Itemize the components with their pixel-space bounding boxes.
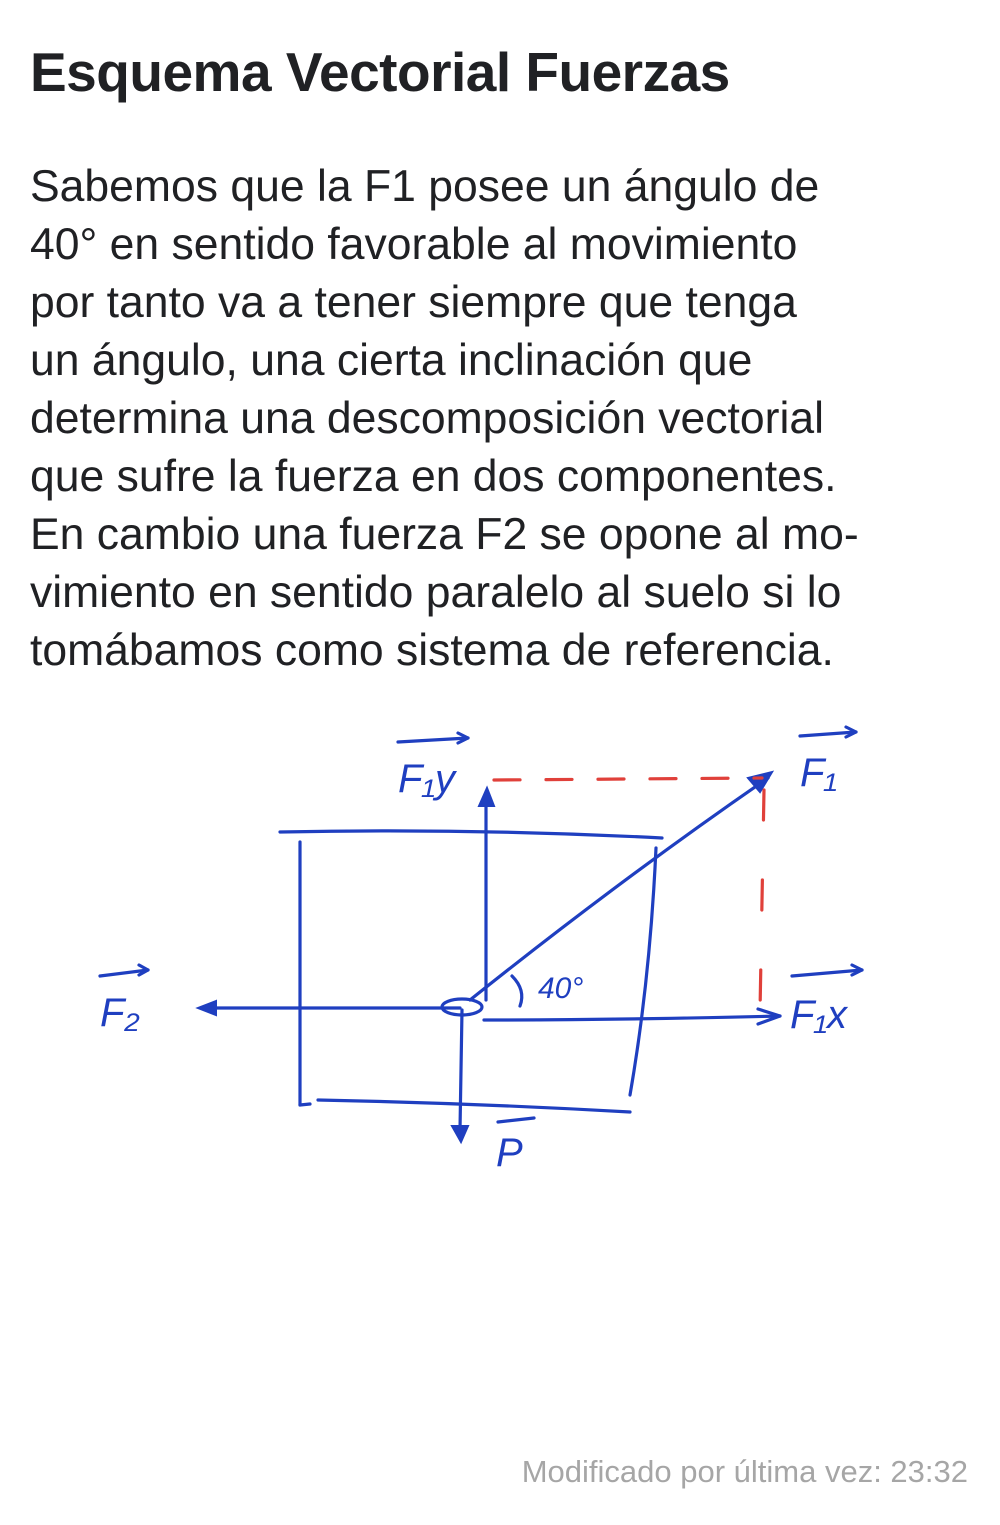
note-body-line: determina una descomposición vectorial (30, 394, 825, 443)
f1-label: F₁ (800, 751, 838, 795)
f1-vector (470, 772, 772, 1000)
f2-label-group (100, 965, 148, 1035)
f1x-label-group (790, 965, 862, 1037)
f1y-label: F₁y (398, 757, 456, 801)
note-body-line: un ángulo, una cierta inclinación que (30, 336, 753, 385)
force-diagram-sketch[interactable] (0, 700, 1000, 1220)
body-box (280, 831, 662, 1112)
note-body-line: tomábamos como sistema de referencia. (30, 626, 834, 675)
p-label-group (496, 1118, 534, 1175)
note-body-line: por tanto va a tener siempre que tenga (30, 278, 797, 327)
p-label: P (496, 1131, 523, 1175)
f2-label: F₂ (100, 991, 140, 1035)
projection-lines (494, 778, 764, 1012)
note-body-line: que sufre la fuerza en dos componentes. (30, 452, 837, 501)
note-body-line: vimiento en sentido paralelo al suelo si lo (30, 568, 842, 617)
f1x-label: F₁x (790, 993, 848, 1037)
angle-arc (512, 976, 522, 1006)
angle-label: 40° (538, 972, 584, 1005)
note-title[interactable]: Esquema Vectorial Fuerzas (30, 41, 730, 103)
f1-label-group (800, 727, 856, 795)
last-modified-label: Modificado por última vez: 23:32 (521, 1454, 968, 1489)
f1y-vector (479, 788, 494, 1000)
note-body-line: 40° en sentido favorable al movimiento (30, 220, 798, 269)
weight-vector (452, 1010, 468, 1142)
f1x-vector (484, 1009, 780, 1024)
f1y-label-group (398, 733, 468, 801)
f2-vector (198, 1001, 460, 1015)
note-body-line: Sabemos que la F1 posee un ángulo de (30, 162, 820, 211)
note-body[interactable] (30, 158, 980, 680)
note-body-line: En cambio una fuerza F2 se opone al mo- (30, 510, 859, 559)
